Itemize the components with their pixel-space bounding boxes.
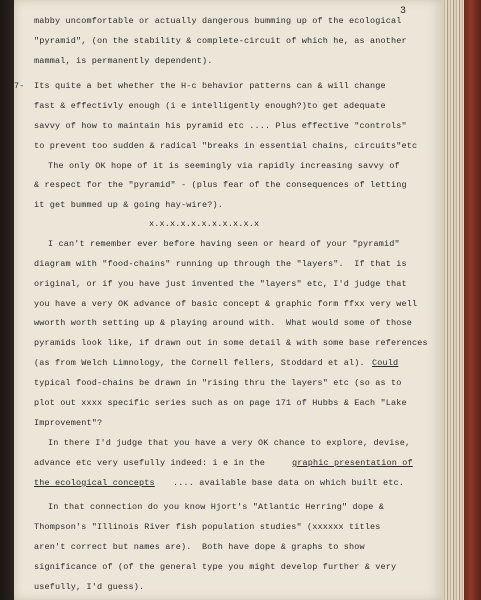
page-number: 3 [399,6,406,17]
text-line: Thompson's "Illinois River fish population studies" (xxxxxx titles [34,522,381,532]
left-margin-shadow [0,0,14,600]
text-line: wworth worth setting up & playing around with. What would some of those [34,318,413,328]
text-line: aren't correct but names are). Both have dope & graphs to show [34,542,365,552]
page-edge-stack [442,0,464,600]
text-line: usefully, I'd guess). [34,582,145,592]
text-line: mammal, is permanently dependent). [34,56,213,66]
text-line: original, or if you have just invented the "layers" etc, I'd judge that [34,279,407,289]
text-line: The only OK hope of it is seemingly via rapidly increasing savvy of [48,161,400,171]
text-line: pyramids look like, if drawn out in some detail & with some base references [34,338,428,348]
text-line: In there I'd judge that you have a very OK chance to explore, devise, [48,438,411,448]
text-line: diagram with "food-chains" running up through the "layers". If that is [34,259,407,269]
text-line: typical food-chains be drawn in "rising thru the layers" etc (so as to [34,378,402,388]
text-line: plot out xxxx specific series such as on page 171 of Hubbs & Each "Lake [34,398,407,408]
text-line: it get bummed up & going hay-wire?). [34,200,224,210]
text-line: "pyramid", (on the stability & complete-circuit of which he, as another [34,36,407,46]
text-line: to prevent too sudden & radical "breaks in essential chains, circuits"etc [34,141,418,151]
text-line: I can't remember ever before having seen or heard of your "pyramid" [48,239,400,249]
book-binding [464,0,481,600]
text-line: & respect for the "pyramid" - (plus fear of the consequences of letting [34,180,407,190]
margin-mark: 7- [14,81,25,91]
underlined-ecological-concepts: the ecological concepts [34,478,155,488]
page-text [14,0,442,600]
text-line: Improvement"? [34,418,103,428]
text-line: advance etc very usefully indeed: i e in the [34,458,266,468]
typewritten-page [14,0,442,600]
text-line: significance of (of the general type you might develop further & very [34,562,397,572]
section-separator: x.x.x.x.x.x.x.x.x.x.x [149,219,260,229]
underlined-graphic-presentation: graphic presentation of [292,458,413,468]
text-line: (as from Welch Limnology, the Cornell fellers, Stoddard et al). [34,358,365,368]
text-line: mabby uncomfortable or actually dangerous bumming up of the ecological [34,16,402,26]
text-line: you have a very OK advance of basic concept & graphic form ffxx very well [34,299,418,309]
text-line: .... available base data on which built etc. [173,478,405,488]
text-line: savvy of how to maintain his pyramid etc .... Plus effective "controls" [34,121,407,131]
underlined-could: Could [372,358,399,368]
text-line: In that connection do you know Hjort's "Atlantic Herring" dope & [48,502,385,512]
text-line: fast & effectivly enough (i e intelligently enough?)to get adequate [34,101,386,111]
text-line: Its quite a bet whether the H-c behavior patterns can & will change [34,81,386,91]
